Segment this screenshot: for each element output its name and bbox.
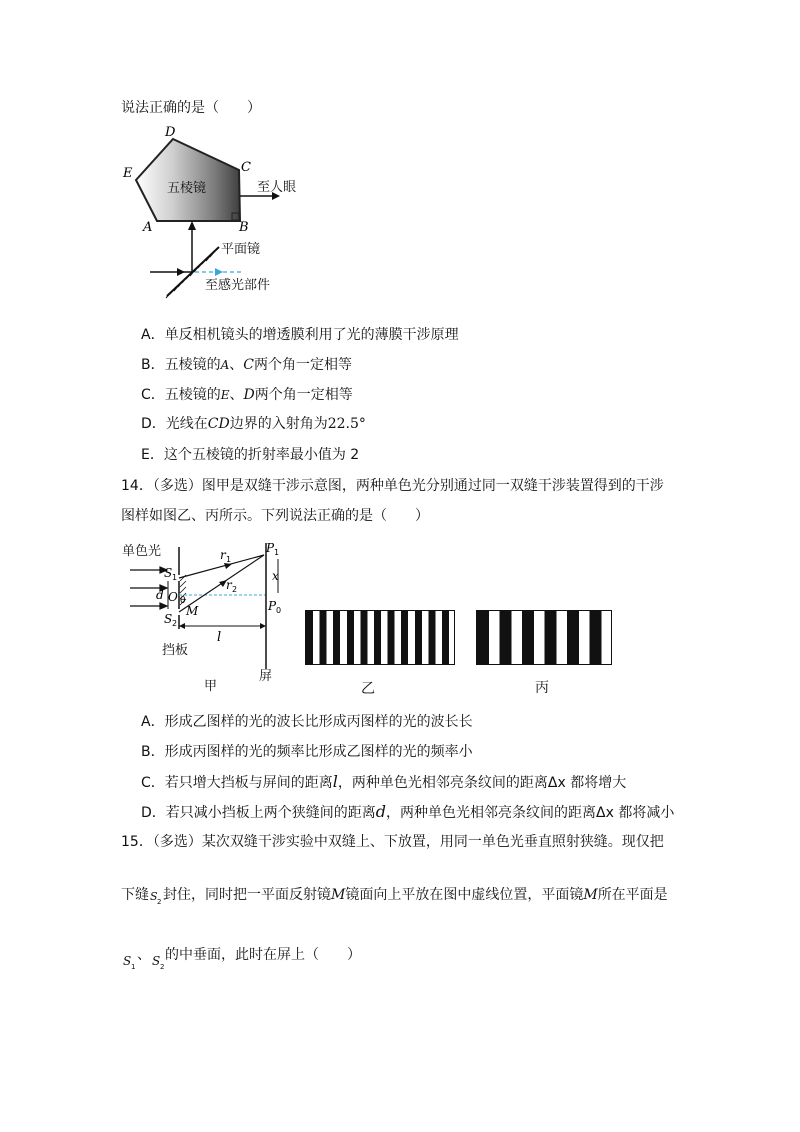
label-l: l [217,630,222,645]
slit-S1: S [164,566,173,580]
sensor-ray-arrow [215,268,223,276]
mirror-label: 平面镜 [221,242,261,257]
q14-option-a: A．形成乙图样的光的波长比形成丙图样的光的波长长 [141,714,473,730]
slit-S1-sub: 1 [172,573,178,582]
eye-label: 至人眼 [257,180,297,195]
q13-option-d: D．光线在CD边界的入射角为22.5° [141,416,366,432]
incoming-ray-arrow [177,268,185,276]
q15-stem-line1: 15．（多选）某次双缝干涉实验中双缝上、下放置，用同一单色光垂直照射狭缝。现仅把 [121,834,664,850]
q13-option-c: C．五棱镜的E、D两个角一定相等 [141,387,353,403]
l-arrow-right [260,623,266,629]
screen-label: 屏 [259,669,273,684]
q15-stem-line2: 下缝 S 2 封住，同时把一平面反射镜M镜面向上平放在图中虚线位置，平面镜M所在平面是 [121,887,668,906]
pentaprism-figure [115,122,315,302]
q15-stem-line3: S 1 、 S 2 的中垂面，此时在屏上（ ） [123,947,361,971]
label-P0: P [268,599,277,613]
yi-label: 乙 [361,681,375,697]
label-d: d [156,588,164,602]
sensor-label: 至感光部件 [205,278,271,293]
double-slit-figure-jia [120,537,290,697]
vertical-ray-arrow [188,221,196,230]
prism-label: 五棱镜 [167,181,207,196]
q14-option-b: B．形成丙图样的光的频率比形成乙图样的光的频率小 [141,744,473,760]
q13-option-e: E．这个五棱镜的折射率最小值为 2 [141,447,360,463]
q14-option-c: C．若只增大挡板与屏间的距离l，两种单色光相邻亮条纹间的距离Δx 都将增大 [141,772,627,791]
label-r1-sub: 1 [226,555,232,564]
q13-option-b: B．五棱镜的A、C两个角一定相等 [141,357,352,373]
jia-label: 甲 [204,679,218,694]
label-r1: r [220,548,226,562]
label-P1-sub: 1 [274,548,280,557]
fringe-pattern-yi [305,610,455,665]
label-theta: θ [180,596,186,606]
label-M: M [186,604,199,618]
label-P0-sub: 0 [276,606,282,615]
label-B: B [239,220,249,235]
q14-stem-line1: 14．（多选）图甲是双缝干涉示意图，两种单色光分别通过同一双缝干涉装置得到的干涉 [121,478,664,494]
label-x: x [272,569,279,583]
label-P1: P [266,541,275,555]
label-C: C [241,160,251,175]
q14-option-d: D．若只减小挡板上两个狭缝间的距离d，两种单色光相邻亮条纹间的距离Δx 都将减小 [141,802,675,821]
label-O: O [168,590,178,604]
pentaprism-shape [136,139,240,221]
light-label: 单色光 [122,544,162,559]
bing-label: 丙 [535,680,549,696]
q13-option-a: A．单反相机镜头的增透膜利用了光的薄膜干涉原理 [141,327,459,343]
label-r2-sub: 2 [232,585,238,594]
l-arrow-left [179,623,185,629]
label-r2: r [226,578,232,592]
q13-intro: 说法正确的是（ ） [121,100,261,116]
label-A: A [143,220,153,235]
baffle-label: 挡板 [162,643,189,658]
label-D: D [165,125,176,140]
slit-S2-sub: 2 [172,619,178,628]
slit-S2: S [164,612,173,626]
label-E: E [123,166,133,181]
q14-stem-line2: 图样如图乙、丙所示。下列说法正确的是（ ） [121,508,429,524]
fringe-pattern-bing [476,610,612,665]
